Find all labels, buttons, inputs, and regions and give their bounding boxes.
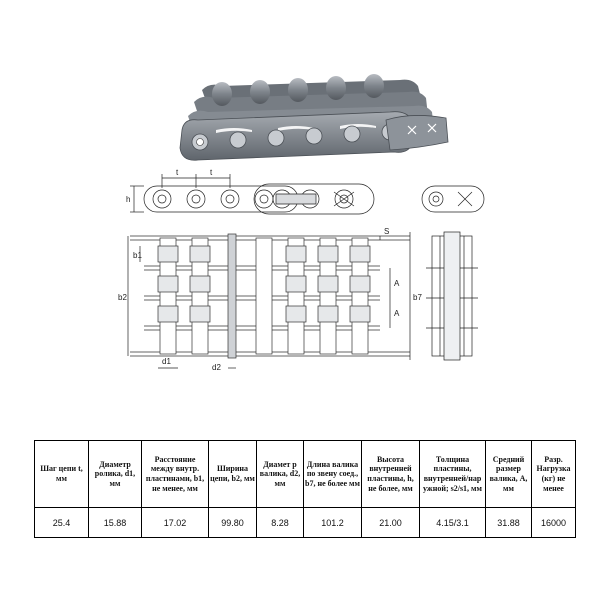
- table-header-row: [35, 441, 576, 508]
- cell-pitch: 25.4: [35, 508, 89, 538]
- cell-pin-length: 101.2: [304, 508, 362, 538]
- cell-plate-thickness: 4.15/3.1: [420, 508, 486, 538]
- header-pin-length: Длина валика по звену соед., b7, не более мм: [304, 441, 362, 508]
- cell-pin-diameter: 8.28: [257, 508, 304, 538]
- cell-plate-height: 21.00: [362, 508, 420, 538]
- cell-roller-diameter: 15.88: [89, 508, 142, 538]
- label-b1: b1: [133, 251, 142, 260]
- header-breaking-load: Разр. Нагрузка (кг) не менее: [532, 441, 576, 508]
- label-a-lower: A: [394, 309, 400, 318]
- label-d1: d1: [162, 357, 171, 366]
- label-b7: b7: [413, 293, 422, 302]
- label-height: h: [126, 195, 131, 204]
- label-a-upper: A: [394, 279, 400, 288]
- label-pitch-2: t: [210, 168, 213, 177]
- header-roller-diameter: Диаметр ролика, d1, мм: [89, 441, 142, 508]
- chain-photo: [150, 72, 450, 172]
- header-plate-thickness: Толщина пластины, внутренней/нар ужной; s2/s1, мм: [420, 441, 486, 508]
- header-plate-height: Высота внутренней пластины, h, не более, мм: [362, 441, 420, 508]
- cell-breaking-load: 16000: [532, 508, 576, 538]
- specs-table: [34, 440, 576, 538]
- header-inner-width: Расстояние между внутр. пластинами, b1, не менее, мм: [142, 441, 209, 508]
- cell-chain-width: 99.80: [209, 508, 257, 538]
- label-b2: b2: [118, 293, 127, 302]
- header-pitch: Шаг цепи t, мм: [35, 441, 89, 508]
- label-d2: d2: [212, 363, 221, 372]
- cell-inner-width: 17.02: [142, 508, 209, 538]
- technical-drawings: [100, 168, 520, 372]
- header-pin-diameter: Диамет р валика, d2, мм: [257, 441, 304, 508]
- table-row: [35, 508, 576, 538]
- header-average-size: Средний размер валика, A, мм: [486, 441, 532, 508]
- label-s: S: [384, 227, 390, 236]
- header-chain-width: Ширина цепи, b2, мм: [209, 441, 257, 508]
- label-pitch-1: t: [176, 168, 179, 177]
- cell-average-size: 31.88: [486, 508, 532, 538]
